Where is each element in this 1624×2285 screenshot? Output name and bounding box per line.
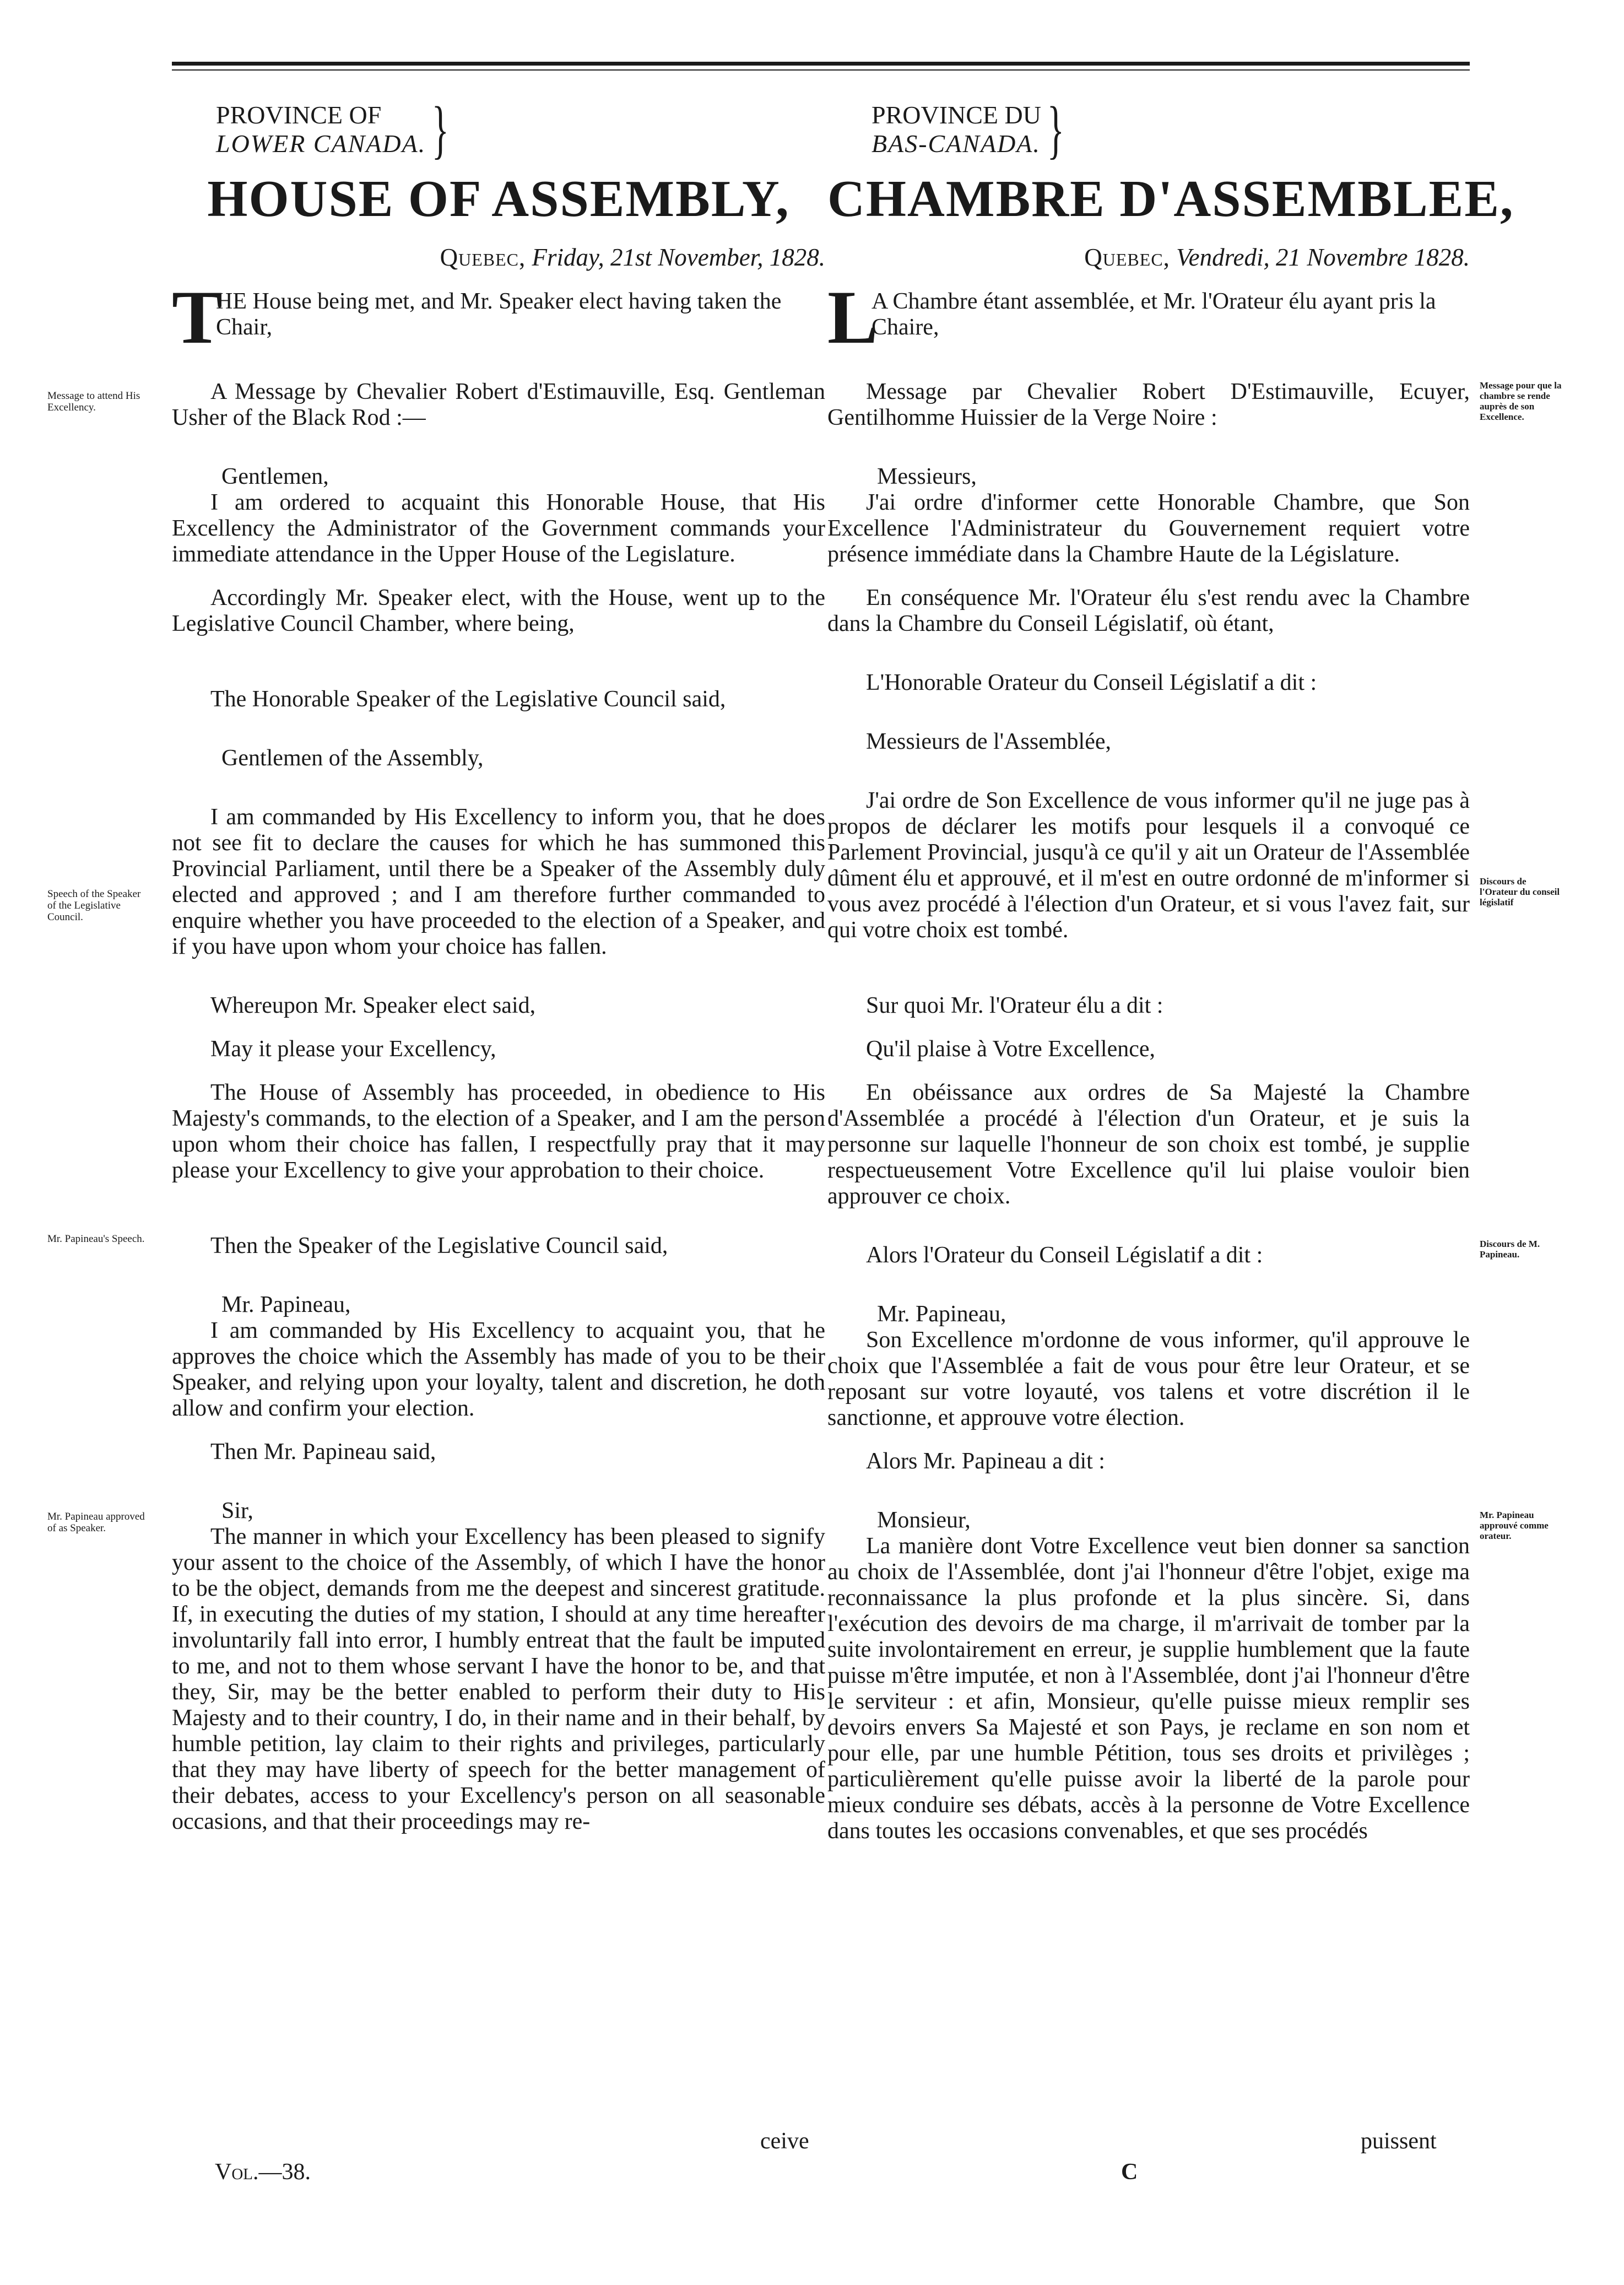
- speech-paragraph: Son Excellence m'ordonne de vous informer, qu'il approuve le choix que l'Assemblée a fait de vous pour être leur Orateur, et se reposant sur votre loyauté, vos talens et votre discrétion il le sanctionne, et approuve votre élection.: [827, 1327, 1470, 1430]
- page-title-fr: CHAMBRE D'ASSEMBLEE,: [827, 170, 1514, 228]
- margin-note-right: Discours de l'Orateur du conseil législatif: [1480, 876, 1560, 907]
- opening-paragraph-fr: L A Chambre étant assemblée, et Mr. l'Orateur élu ayant pris la Chaire,: [827, 275, 1436, 359]
- speech-paragraph: The House of Assembly has proceeded, in obedience to His Majesty's commands, to the election of a Speaker, and I am the person upon whom their choice has fallen, I respectfully pray that it may please your Excellency to give your approbation to their choice.: [172, 1080, 825, 1183]
- dateline-en: Quebec, Friday, 21st November, 1828.: [440, 244, 825, 271]
- province-header-en: [216, 94, 825, 165]
- top-rule: [172, 62, 1470, 66]
- salutation: May it please your Excellency,: [210, 1036, 496, 1062]
- margin-note-right: Discours de M. Papineau.: [1480, 1239, 1540, 1260]
- body-paragraph: The Honorable Speaker of the Legislative Council said,: [210, 687, 726, 712]
- speech-paragraph: En obéissance aux ordres de Sa Majesté la Chambre d'Assemblée a procédé à l'élection d'un Orateur, et je suis la personne sur laquelle l'honneur de son choix est tombé, je supplie respectueusement Votre Excellence qu'il lui plaise vouloir bien approuver ce choix.: [827, 1080, 1470, 1209]
- margin-note-left: Message to attend His Excellency.: [47, 390, 140, 413]
- salutation: Mr. Papineau,: [221, 1292, 351, 1317]
- province-line1: PROVINCE OF: [216, 101, 382, 129]
- body-paragraph: En conséquence Mr. l'Orateur élu s'est rendu avec la Chambre dans la Chambre du Conseil Législatif, où étant,: [827, 585, 1470, 636]
- margin-note-right: Message pour que la chambre se rende auprès de son Excellence.: [1480, 380, 1562, 422]
- volume-number: Vol.—38.: [215, 2159, 311, 2185]
- province-header-fr: [871, 94, 1470, 165]
- speech-paragraph: I am commanded by His Excellency to acquaint you, that he approves the choice which the Assembly has made of you to be their Speaker, and relying upon your loyalty, talent and discretion, he doth allow and confirm your election.: [172, 1318, 825, 1421]
- salutation: Qu'il plaise à Votre Excellence,: [866, 1036, 1155, 1062]
- dateline-fr: Quebec, Vendredi, 21 Novembre 1828.: [1084, 244, 1470, 271]
- body-paragraph: Sur quoi Mr. l'Orateur élu a dit :: [866, 993, 1163, 1018]
- body-paragraph: I am ordered to acquaint this Honorable House, that His Excellency the Administrator of the Government commands your immediate attendance in the Upper House of the Legislature.: [172, 490, 825, 567]
- drop-cap: L: [827, 275, 879, 359]
- page-title-en: HOUSE OF ASSEMBLY,: [207, 170, 790, 228]
- province-line1: PROVINCE DU: [871, 101, 1041, 129]
- margin-note-left: Mr. Papineau approved of as Speaker.: [47, 1511, 145, 1534]
- top-rule-thin: [172, 69, 1470, 71]
- salutation: Gentlemen,: [221, 464, 329, 489]
- salutation: Messieurs de l'Assemblée,: [866, 729, 1111, 754]
- salutation: Monsieur,: [877, 1508, 971, 1533]
- body-paragraph: Then the Speaker of the Legislative Council said,: [210, 1233, 668, 1258]
- body-paragraph: Whereupon Mr. Speaker elect said,: [210, 993, 536, 1018]
- brace-icon: }: [1047, 93, 1064, 165]
- province-line2: LOWER CANADA.: [216, 129, 426, 158]
- body-paragraph: Alors Mr. Papineau a dit :: [866, 1449, 1105, 1474]
- catchword-en: ceive: [760, 2129, 809, 2154]
- message-paragraph: Message par Chevalier Robert D'Estimauville, Ecuyer, Gentilhomme Huissier de la Verge Noire :: [827, 379, 1470, 430]
- signature-mark: C: [1121, 2159, 1138, 2185]
- catchword-fr: puissent: [1361, 2129, 1437, 2154]
- speech-paragraph: La manière dont Votre Excellence veut bien donner sa sanction au choix de l'Assemblée, dont j'ai l'honneur d'être l'objet, exige ma reconnaissance la plus profonde et la plus sincère. Si, dans l'exécution des devoirs de ma charge, il m'arrivait de tomber par la suite involontairement en erreur, je supplie humblement que la faute puisse m'être imputée, et non à l'Assemblée, dont j'ai l'honneur d'être le serviteur : et afin, Monsieur, qu'elle puisse mieux remplir ses devoirs envers Sa Majesté et son Pays, je reclame en son nom et pour elle, par une humble Pétition, tous ses droits et privilèges ; particulièrement qu'elle puisse avoir la liberté de la parole pour mieux conduire ses débats, accès à la personne de Votre Excellence dans toutes les occasions convenables, et que ses procédés: [827, 1533, 1470, 1844]
- speech-paragraph: I am commanded by His Excellency to inform you, that he does not see fit to declare the causes for which he has summoned this Provincial Parliament, until there be a Speaker of the Assembly duly elected and approved ; and I am therefore further commanded to enquire whether you have proceeded to the election of a Speaker, and if you have upon whom your choice has fallen.: [172, 804, 825, 959]
- margin-note-left: Speech of the Speaker of the Legislative Council.: [47, 888, 141, 923]
- body-paragraph: L'Honorable Orateur du Conseil Législatif a dit :: [866, 670, 1317, 695]
- margin-note-right: Mr. Papineau approuvé comme orateur.: [1480, 1510, 1549, 1541]
- message-paragraph: A Message by Chevalier Robert d'Estimauville, Esq. Gentleman Usher of the Black Rod :—: [172, 379, 825, 430]
- speech-paragraph: The manner in which your Excellency has been pleased to signify your assent to the choice of the Assembly, of which I have the honor to be the object, demands from me the deepest and sincerest gratitude. If, in executing the duties of my station, I should at any time hereafter involuntarily fall into error, I humbly entreat that the fault be imputed to me, and not to them whose servant I have the honor to be, and that they, Sir, may be the better enabled to perform their duty to His Majesty and to their country, I do, in their name and in their behalf, by humble petition, lay claim to their rights and privileges, particularly that they may have liberty of speech for the better management of their debates, access to your Excellency's person on all seasonable occasions, and that their proceedings may re-: [172, 1524, 825, 1834]
- body-paragraph: J'ai ordre d'informer cette Honorable Chambre, que Son Excellence l'Administrateur du Gouvernement requiert votre présence immédiate dans la Chambre Haute de la Législature.: [827, 490, 1470, 567]
- brace-icon: }: [431, 93, 450, 165]
- margin-note-left: Mr. Papineau's Speech.: [47, 1233, 145, 1245]
- province-line2: BAS-CANADA.: [871, 129, 1041, 158]
- body-paragraph: Accordingly Mr. Speaker elect, with the House, went up to the Legislative Council Chamber, where being,: [172, 585, 825, 636]
- body-paragraph: Then Mr. Papineau said,: [210, 1439, 436, 1465]
- salutation: Sir,: [221, 1498, 253, 1524]
- opening-paragraph-en: T HE House being met, and Mr. Speaker elect having taken the Chair,: [172, 275, 782, 359]
- salutation: Messieurs,: [877, 464, 977, 489]
- salutation: Gentlemen of the Assembly,: [221, 746, 484, 771]
- body-paragraph: Alors l'Orateur du Conseil Législatif a dit :: [866, 1243, 1263, 1268]
- salutation: Mr. Papineau,: [877, 1301, 1006, 1327]
- speech-paragraph: J'ai ordre de Son Excellence de vous informer qu'il ne juge pas à propos de déclarer les motifs pour lesquels il a convoqué ce Parlement Provincial, jusqu'à ce qu'il y ait un Orateur de l'Assemblée dûment élu et approuvé, et il m'est en outre ordonné de m'informer si vous avez procédé à l'élection d'un Orateur, et si vous l'avez fait, sur qui votre choix est tombé.: [827, 788, 1470, 943]
- english-column: [172, 94, 825, 1835]
- drop-cap: T: [172, 275, 223, 359]
